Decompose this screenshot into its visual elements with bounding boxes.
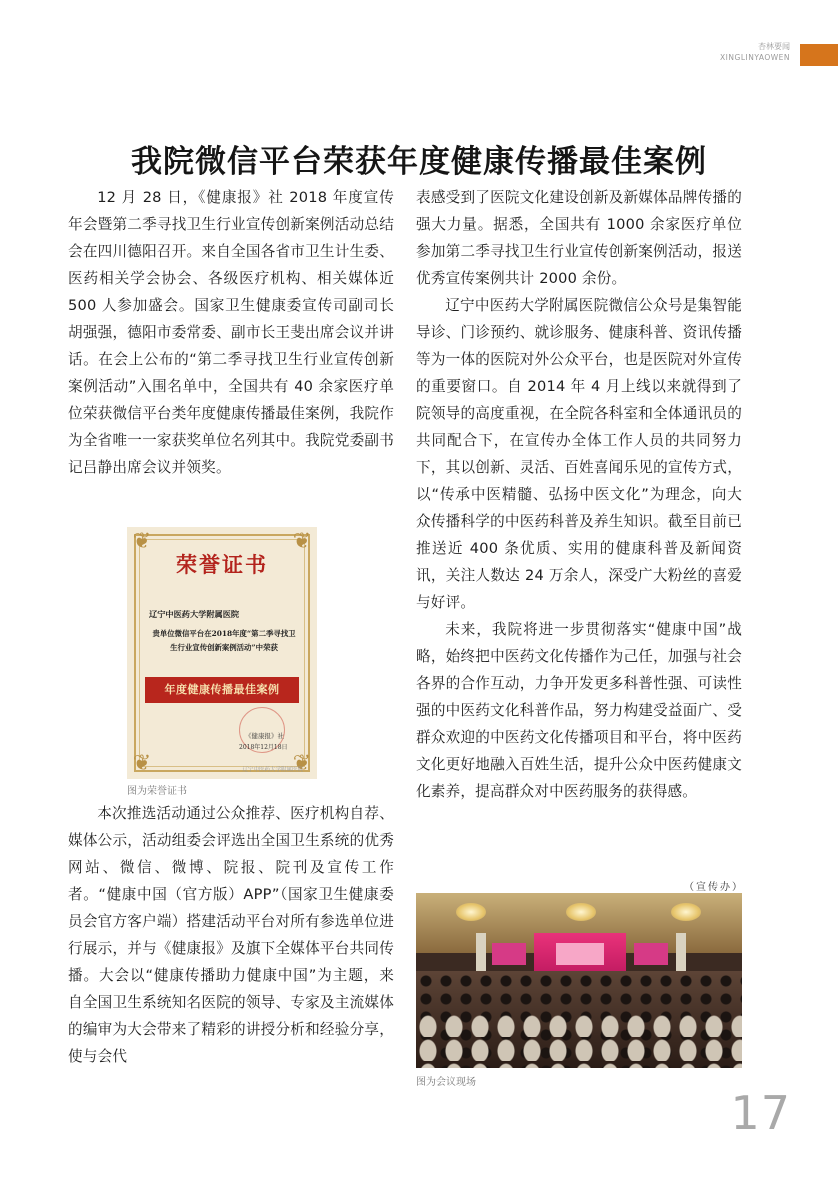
ornament-icon: ❦ (292, 751, 312, 776)
paragraph: 未来，我院将进一步贯彻落实“健康中国”战略，始终把中医药文化传播作为己任，加强与社会各界的合作互动，力争开发更多科普性强、可读性强的中医药文化科普作品，努力构建受益面广、受群众欢迎的中医药文化传播项目和平台，将中医药文化更好地融入百姓生活，提升公众中医药健康文化素养，提高群众对中医药服务的获得感。 (416, 621, 742, 800)
certificate-caption: 图为荣誉证书 (127, 786, 187, 797)
certificate-heading: 荣誉证书 (176, 552, 268, 577)
certificate-image (127, 527, 317, 779)
section-accent-bar (800, 44, 838, 66)
paragraph: 辽宁中医药大学附属医院微信公众号是集智能导诊、门诊预约、就诊服务、健康科普、资讯传播等为一体的医院对外公众平台，也是医院对外宣传的重要窗口。自 2014 年 4 月上线以来就得到了院领导的高度重视，在全院各科室和全体通讯员的共同配合下，在宣传办全体工作人员的共同努力下，其以创新、灵活、百姓喜闻乐见的宣传方式，以“传承中医精髓、弘扬中医文化”为理念，向大众传播科学的中医药科普及养生知识。截至目前已推送近 400 条优质、实用的健康科普及新闻资讯，关注人数达 24 万余人，深受广大粉丝的喜爱与好评。 (416, 297, 742, 611)
conference-photo (416, 893, 742, 1068)
right-column (416, 184, 742, 805)
ornament-icon: ❦ (292, 529, 312, 554)
certificate-award: 年度健康传播最佳案例 (145, 677, 299, 703)
article-title: 我院微信平台荣获年度健康传播最佳案例 (131, 144, 707, 180)
certificate-body: 贵单位微信平台在2018年度“第二季寻找卫生行业宣传创新案例活动”中荣获 (152, 629, 296, 652)
chandelier-icon (456, 903, 486, 921)
photo-seats (416, 1013, 742, 1068)
certificate-recipient: 辽宁中医药大学附属医院 (149, 609, 240, 619)
ornament-icon: ❦ (132, 751, 152, 776)
chandelier-icon (671, 903, 701, 921)
paragraph: 本次推选活动通过公众推荐、医疗机构自荐、媒体公示，活动组委会评选出全国卫生系统的优秀网站、微信、微博、院报、院刊及宣传工作者。“健康中国（官方版）APP”（国家卫生健康委员会官方客户端）搭建活动平台对所有参选单位进行展示，并与《健康报》及旗下全媒体平台共同传播。大会以“健康传播助力健康中国”为主题，来自全国卫生系统知名医院的领导、专家及主流媒体的编审为大会带来了精彩的讲授分析和经验分享，使与会代 (68, 805, 394, 1065)
paragraph: 12 月 28 日，《健康报》社 2018 年度宣传年会暨第二季寻找卫生行业宣传创新案例活动总结会在四川德阳召开。来自全国各省市卫生计生委、医药相关学会协会、各级医疗机构、相关媒体近 500 人参加盛会。国家卫生健康委宣传司副司长胡强强，德阳市委常委、副市长王斐出席会议并讲话。在会上公布的“第二季寻找卫生行业宣传创新案例活动”入围名单中，全国共有 40 余家医疗单位荣获微信平台类年度健康传播最佳案例，我院作为全省唯一一家获奖单位名列其中。我院党委副书记吕静出席会议并领奖。 (68, 189, 394, 476)
certificate-issuer: 《健康报》社 (245, 732, 284, 740)
article-credit: （宣传办） (684, 882, 744, 893)
page-number: 17 (730, 1086, 791, 1140)
section-name-en: XINGLINYAOWEN (720, 53, 790, 62)
section-header (720, 41, 790, 63)
left-column-top (68, 184, 394, 481)
left-column-bottom (68, 800, 394, 1070)
section-name-cn: 杏林要闻 (758, 42, 790, 51)
photo-caption: 图为会议现场 (416, 1077, 476, 1088)
photo-side-screen (492, 943, 526, 965)
photo-stage-screen (556, 943, 604, 965)
certificate-watermark: 辽宁中医药大学附属医院 (242, 767, 303, 773)
photo-side-screen (634, 943, 668, 965)
paragraph-continuation: 表感受到了医院文化建设创新及新媒体品牌传播的强大力量。据悉，全国共有 1000 余家医疗单位参加第二季寻找卫生行业宣传创新案例活动，报送优秀宣传案例共计 2000 余份。 (416, 189, 742, 287)
chandelier-icon (566, 903, 596, 921)
certificate-date: 2018年12月18日 (239, 744, 288, 751)
ornament-icon: ❦ (132, 529, 152, 554)
